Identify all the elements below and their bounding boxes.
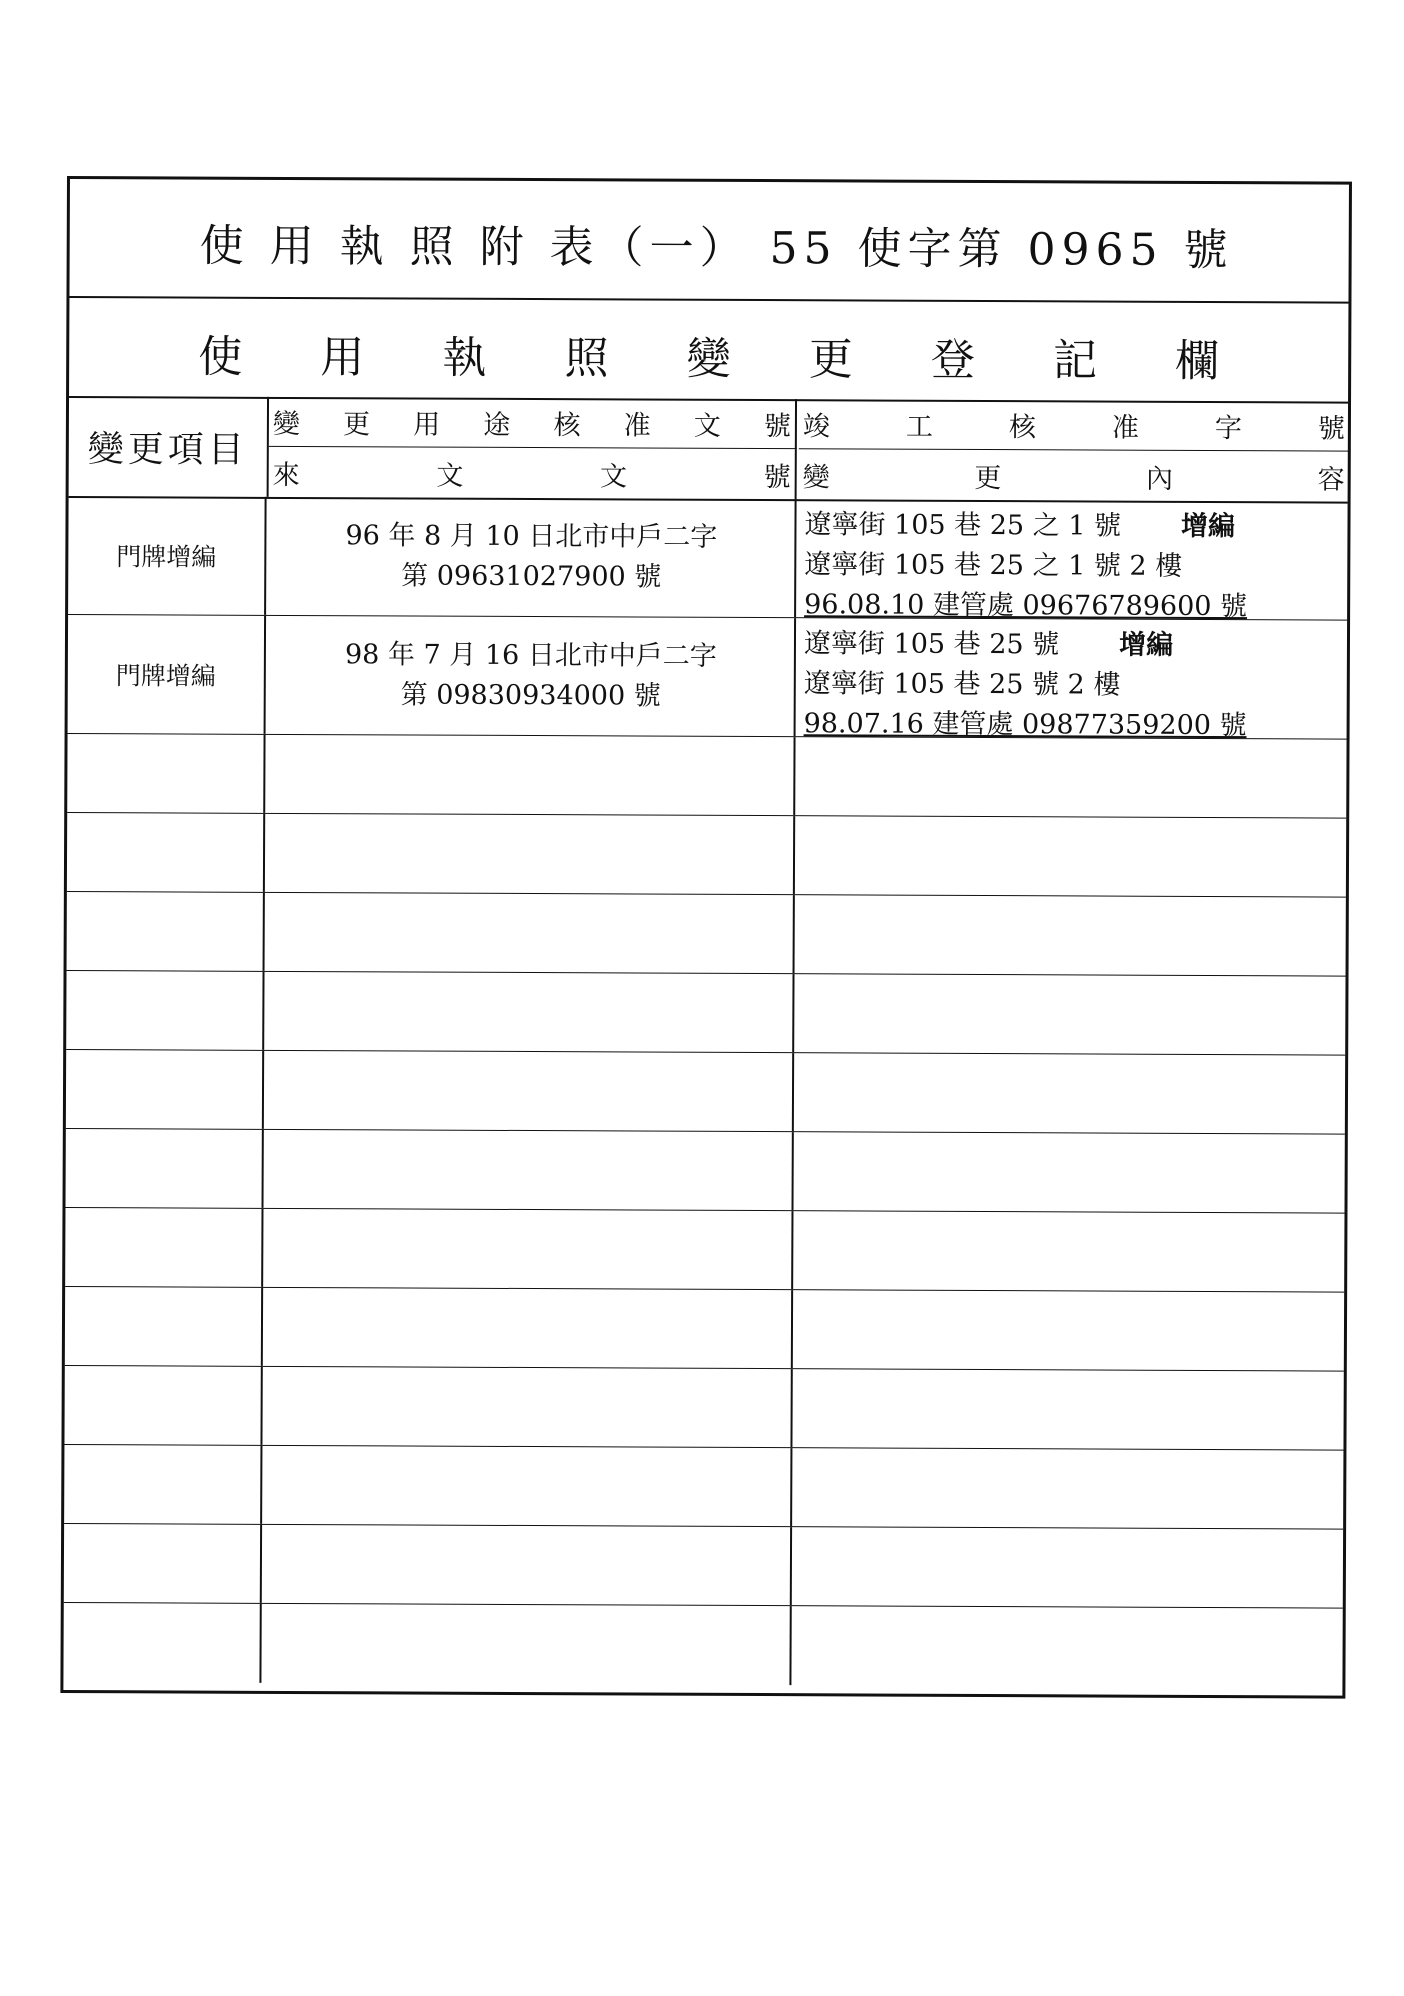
doc-line: 96 年 8 月 10 日北市中戶二字 (345, 520, 718, 553)
header-change-item: 變更項目 (69, 396, 269, 497)
title-row (69, 179, 1349, 304)
header-change-content: 變 更 內 容 (802, 461, 1345, 496)
section-char: 更 (808, 334, 853, 386)
registration-form (60, 176, 1352, 1699)
content-line: 遼寧街 105 巷 25 號 2 樓 (803, 668, 1121, 701)
content-line: 98.07.16 建管處 09877359200 號 (803, 708, 1247, 742)
table-header (69, 396, 1348, 504)
table-row (68, 615, 1348, 740)
table-body (63, 496, 1347, 1688)
section-title (69, 320, 1348, 390)
section-char: 登 (930, 334, 976, 386)
header-incoming-doc-no: 來 文 文 號 (269, 447, 797, 499)
section-char: 使 (198, 331, 243, 383)
change-content (798, 499, 1349, 623)
section-row (69, 296, 1348, 404)
empty-row (67, 892, 1346, 977)
section-char: 記 (1052, 335, 1098, 387)
empty-row (65, 1287, 1344, 1372)
section-char: 用 (320, 332, 365, 384)
empty-row (64, 1445, 1343, 1530)
form-title: 使 用 執 照 附 表（一） 55 使字第 0965 號 (199, 220, 1234, 277)
section-char: 欄 (1175, 335, 1220, 388)
section-char: 執 (442, 332, 487, 384)
empty-row (67, 813, 1346, 898)
content-tag: 增編 (1119, 629, 1174, 661)
empty-row (63, 1603, 1342, 1688)
empty-row (65, 1129, 1344, 1214)
section-char: 變 (686, 333, 731, 385)
doc-line: 第 09631027900 號 (401, 560, 662, 593)
content-line: 遼寧街 105 巷 25 之 1 號 2 樓 (804, 549, 1183, 582)
empty-row (65, 1208, 1344, 1293)
empty-row (66, 1050, 1345, 1135)
content-line: 遼寧街 105 巷 25 號 增編 (803, 628, 1174, 661)
content-line: 遼寧街 105 巷 25 之 1 號 增編 (804, 509, 1236, 543)
incoming-doc (268, 616, 797, 736)
header-usage-approval-no: 變 更 用 途 核 准 文 號 (269, 397, 797, 449)
content-line: 96.08.10 建管處 09676789600 號 (804, 589, 1248, 623)
empty-row (64, 1524, 1343, 1609)
change-item: 門牌增編 (68, 496, 267, 615)
empty-row (66, 971, 1345, 1056)
content-tag: 增編 (1180, 510, 1236, 543)
empty-row (64, 1366, 1343, 1451)
empty-row (67, 734, 1346, 819)
header-completion-approval-no: 竣 工 核 准 字 號 (799, 399, 1349, 451)
change-content (798, 618, 1349, 742)
change-item: 門牌增編 (68, 615, 267, 734)
section-char: 照 (564, 333, 609, 385)
table-row (68, 496, 1348, 621)
doc-line: 98 年 7 月 16 日北市中戶二字 (344, 639, 717, 672)
incoming-doc (268, 497, 797, 617)
doc-line: 第 09830934000 號 (400, 679, 661, 712)
